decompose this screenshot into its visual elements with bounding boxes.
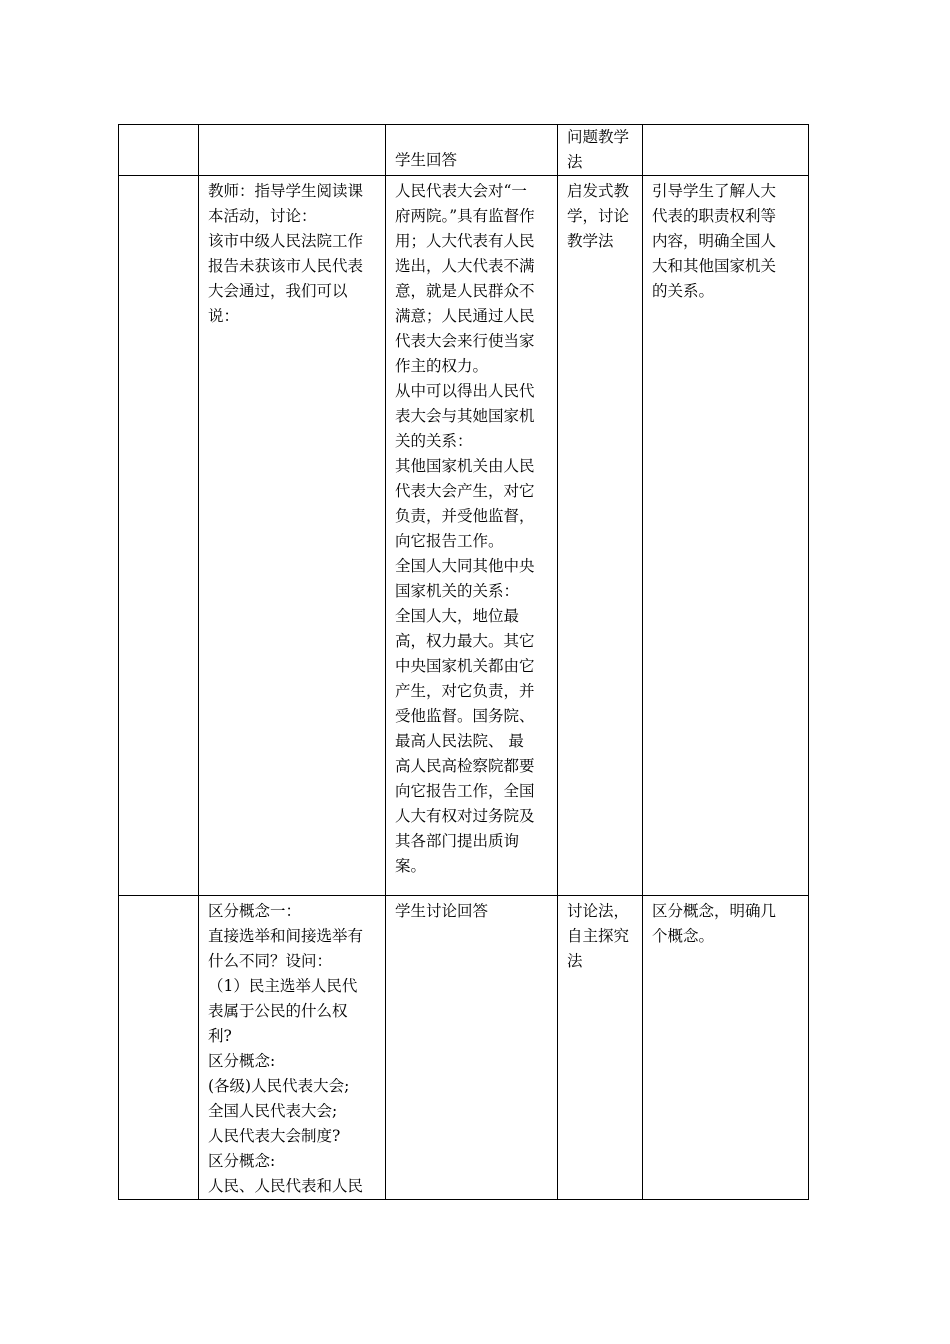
text-line: 什么不同？设问： — [208, 952, 333, 970]
text-line: 区分概念: — [208, 1152, 276, 1170]
text-line: 个概念。 — [652, 927, 715, 945]
text-line: 作主的权力。 — [395, 357, 489, 375]
text-line: 区分概念，明确几 — [652, 902, 777, 920]
text-line: 法 — [567, 153, 583, 171]
text-line: （1）民主选举人民代 — [208, 977, 358, 995]
text-line: 法 — [567, 952, 583, 970]
text-line: 代表大会来行使当家 — [395, 332, 535, 350]
purpose-cell — [643, 176, 809, 896]
text-line: 说： — [208, 307, 240, 325]
method-cell — [558, 176, 643, 896]
text-line: 的关系。 — [652, 282, 715, 300]
text-line: 本活动，讨论： — [208, 207, 317, 225]
text-line: 该市中级人民法院工作 — [208, 232, 364, 250]
text-line: 意，就是人民群众不 — [395, 282, 535, 300]
text-line: 用；人大代表有人民 — [395, 232, 535, 250]
text-line: 向它报告工作。 — [395, 532, 504, 550]
text-line: 内容，明确全国人 — [652, 232, 777, 250]
text-line: 大会通过，我们可以 — [208, 282, 348, 300]
text-line: 案。 — [395, 857, 427, 875]
text-line: 教学法 — [567, 232, 614, 250]
table-row — [119, 125, 809, 176]
text-line: 高人民高检察院都要 — [395, 757, 535, 775]
text-line: 教师：指导学生阅读课 — [208, 182, 364, 200]
lesson-plan-table — [118, 124, 809, 1200]
text-line: 自主探究 — [567, 927, 630, 945]
row2-cell-1 — [119, 176, 199, 896]
text-line: 讨论法， — [567, 902, 630, 920]
text-line: 中央国家机关都由它 — [395, 657, 535, 675]
text-line: 从中可以得出人民代 — [395, 382, 535, 400]
text-line: 受他监督。国务院、 — [395, 707, 535, 725]
text-line: 问题教学 — [567, 128, 630, 146]
header-cell-student-answer: 学生回答 — [386, 125, 558, 176]
table-row — [119, 896, 809, 1200]
text-line: 全国人大同其他中央 — [395, 557, 535, 575]
text-line: 人民、人民代表和人民 — [208, 1177, 364, 1195]
header-cell-1 — [119, 125, 199, 176]
header-cell-method — [558, 125, 643, 176]
text-line: 府两院。”具有监督作 — [395, 207, 535, 225]
text-line: 关的关系： — [395, 432, 473, 450]
teacher-activity-cell — [199, 896, 386, 1200]
text-line: 区分概念: — [208, 1052, 276, 1070]
table-row — [119, 176, 809, 896]
text-line: 满意；人民通过人民 — [395, 307, 535, 325]
text-line: 最高人民法院、 最 — [395, 732, 524, 750]
text-line: 高，权力最大。其它 — [395, 632, 535, 650]
text-line: 向它报告工作，全国 — [395, 782, 535, 800]
purpose-cell — [643, 896, 809, 1200]
text-line: 国家机关的关系： — [395, 582, 520, 600]
text-line: 代表大会产生，对它 — [395, 482, 535, 500]
text-line: 大和其他国家机关 — [652, 257, 777, 275]
student-response-cell — [386, 896, 558, 1200]
text-line: 学生讨论回答 — [395, 902, 489, 920]
text-line: 人民代表大会制度? — [208, 1127, 341, 1145]
text-line: 选出，人大代表不满 — [395, 257, 535, 275]
text-line: 学，讨论 — [567, 207, 630, 225]
text-line: 利? — [208, 1027, 232, 1045]
row3-cell-1 — [119, 896, 199, 1200]
header-cell-2 — [199, 125, 386, 176]
text-line: 负责，并受他监督， — [395, 507, 535, 525]
text-line: 代表的职责权利等 — [652, 207, 777, 225]
text-line: 人大有权对过务院及 — [395, 807, 535, 825]
text-line: 启发式教 — [567, 182, 630, 200]
text-line: 报告未获该市人民代表 — [208, 257, 364, 275]
text-line: 区分概念一： — [208, 902, 302, 920]
header-cell-5 — [643, 125, 809, 176]
text-line: 表属于公民的什么权 — [208, 1002, 348, 1020]
text-line: 其他国家机关由人民 — [395, 457, 535, 475]
method-cell — [558, 896, 643, 1200]
text-line: 人民代表大会对“一 — [395, 182, 527, 200]
text-line: 全国人民代表大会; — [208, 1102, 338, 1120]
text-line: 表大会与其她国家机 — [395, 407, 535, 425]
text-line: 直接选举和间接选举有 — [208, 927, 364, 945]
student-response-cell — [386, 176, 558, 896]
text-line: 产生，对它负责，并 — [395, 682, 535, 700]
text-line: (各级)人民代表大会; — [208, 1077, 350, 1095]
text-line: 其各部门提出质询 — [395, 832, 520, 850]
text-line: 全国人大，地位最 — [395, 607, 520, 625]
text-line: 引导学生了解人大 — [652, 182, 777, 200]
teacher-activity-cell — [199, 176, 386, 896]
